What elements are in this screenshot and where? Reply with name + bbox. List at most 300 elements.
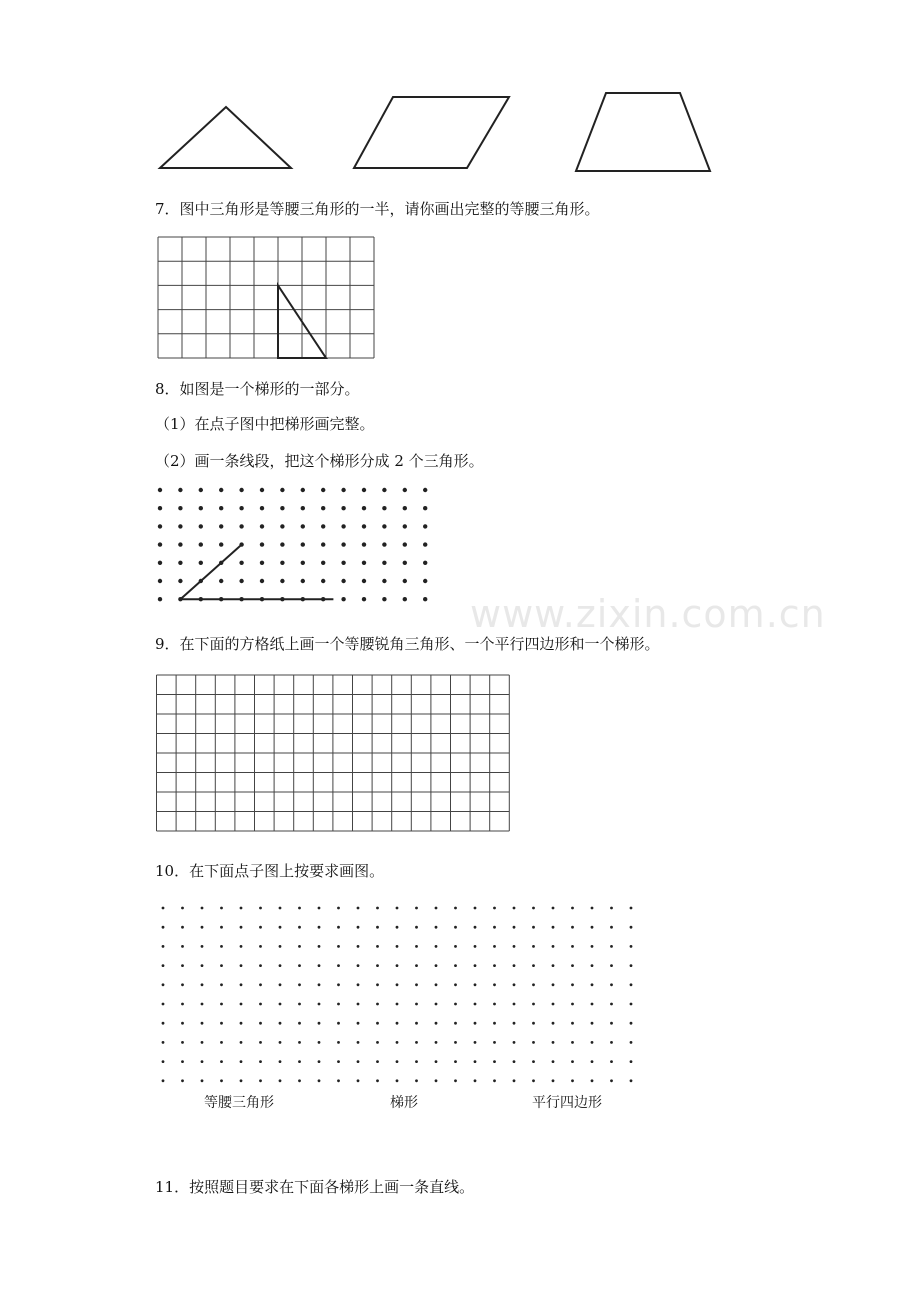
grid-dot bbox=[259, 1079, 262, 1082]
grid-dot bbox=[158, 542, 162, 546]
grid-dot bbox=[162, 983, 165, 986]
grid-dot bbox=[552, 983, 555, 986]
grid-dot bbox=[415, 945, 418, 948]
grid-dot bbox=[435, 1079, 438, 1082]
grid-dot bbox=[318, 1060, 321, 1063]
grid-dot bbox=[571, 1079, 574, 1082]
grid-dot bbox=[610, 1003, 613, 1006]
grid-dot bbox=[571, 1060, 574, 1063]
grid-dot bbox=[260, 561, 264, 565]
grid-dot bbox=[396, 945, 399, 948]
grid-dot bbox=[220, 1022, 223, 1025]
grid-dot bbox=[181, 964, 184, 967]
grid-dot bbox=[219, 488, 223, 492]
grid-dot bbox=[493, 945, 496, 948]
grid-dot bbox=[423, 542, 427, 546]
grid-dot bbox=[219, 542, 223, 546]
grid-dot bbox=[240, 1060, 243, 1063]
grid-dot bbox=[423, 561, 427, 565]
grid-dot bbox=[396, 964, 399, 967]
grid-dot bbox=[240, 907, 243, 910]
grid-dot bbox=[201, 1079, 204, 1082]
grid-dot bbox=[318, 983, 321, 986]
grid-dot bbox=[552, 945, 555, 948]
grid-dot bbox=[259, 983, 262, 986]
grid-dot bbox=[199, 488, 203, 492]
grid-dot bbox=[357, 926, 360, 929]
grid-dot bbox=[178, 561, 182, 565]
grid-dot bbox=[591, 1003, 594, 1006]
grid-dot bbox=[158, 579, 162, 583]
grid-dot bbox=[298, 1041, 301, 1044]
grid-dot bbox=[435, 964, 438, 967]
grid-dot bbox=[571, 907, 574, 910]
grid-dot bbox=[240, 926, 243, 929]
grid-dot bbox=[610, 964, 613, 967]
grid-dot bbox=[301, 579, 305, 583]
grid-dot bbox=[181, 1022, 184, 1025]
grid-dot bbox=[201, 983, 204, 986]
grid-dot bbox=[240, 1041, 243, 1044]
grid-dot bbox=[318, 926, 321, 929]
trapezoid-slanted-side bbox=[180, 545, 241, 600]
grid-dot bbox=[280, 542, 284, 546]
grid-dot bbox=[318, 1022, 321, 1025]
grid-dot bbox=[298, 964, 301, 967]
grid-dot bbox=[591, 945, 594, 948]
grid-dot bbox=[532, 1003, 535, 1006]
grid-dot bbox=[181, 1060, 184, 1063]
watermark: www.zixin.com.cn bbox=[470, 592, 826, 636]
grid-dot bbox=[260, 524, 264, 528]
question-9-grid bbox=[155, 673, 515, 835]
grid-dot bbox=[239, 561, 243, 565]
grid-dot bbox=[376, 964, 379, 967]
grid-dot bbox=[201, 1022, 204, 1025]
grid-dot bbox=[493, 964, 496, 967]
grid-dot bbox=[571, 1022, 574, 1025]
grid-dot bbox=[552, 1022, 555, 1025]
grid-dot bbox=[493, 1022, 496, 1025]
grid-dot bbox=[552, 1041, 555, 1044]
grid-dot bbox=[403, 579, 407, 583]
grid-dot bbox=[376, 926, 379, 929]
grid-dot bbox=[219, 524, 223, 528]
grid-dot bbox=[493, 1079, 496, 1082]
grid-dot bbox=[260, 506, 264, 510]
grid-dot bbox=[591, 964, 594, 967]
grid-dot bbox=[181, 983, 184, 986]
grid-dot bbox=[162, 1060, 165, 1063]
grid-dot bbox=[298, 983, 301, 986]
grid-dot bbox=[362, 597, 366, 601]
grid-dot bbox=[474, 1041, 477, 1044]
grid-dot bbox=[259, 1022, 262, 1025]
grid-dot bbox=[513, 964, 516, 967]
grid-dot bbox=[240, 1079, 243, 1082]
label-trapezoid: 梯形 bbox=[390, 1095, 418, 1111]
grid-dot bbox=[415, 907, 418, 910]
grid-dot bbox=[454, 1003, 457, 1006]
grid-dot bbox=[532, 1079, 535, 1082]
grid-dot bbox=[415, 1003, 418, 1006]
grid-dot bbox=[454, 1079, 457, 1082]
grid-dot bbox=[630, 945, 633, 948]
grid-dot bbox=[259, 1041, 262, 1044]
grid-dot bbox=[552, 926, 555, 929]
grid-dot bbox=[591, 983, 594, 986]
grid-dot bbox=[630, 983, 633, 986]
grid-dot bbox=[337, 964, 340, 967]
grid-dot bbox=[435, 926, 438, 929]
grid-dot bbox=[337, 1022, 340, 1025]
grid-dot bbox=[493, 907, 496, 910]
grid-dot bbox=[382, 524, 386, 528]
grid-dot bbox=[178, 542, 182, 546]
grid-dot bbox=[591, 907, 594, 910]
grid-dot bbox=[162, 1041, 165, 1044]
grid-dot bbox=[259, 926, 262, 929]
grid-dot bbox=[493, 926, 496, 929]
grid-dot bbox=[403, 488, 407, 492]
grid-dot bbox=[376, 1041, 379, 1044]
grid-dot bbox=[362, 488, 366, 492]
grid-dot bbox=[158, 506, 162, 510]
grid-dot bbox=[382, 542, 386, 546]
grid-dot bbox=[301, 542, 305, 546]
grid-dot bbox=[279, 926, 282, 929]
grid-dot bbox=[318, 907, 321, 910]
question-8-sub1: （1）在点子图中把梯形画完整。 bbox=[155, 415, 375, 433]
grid-dot bbox=[357, 983, 360, 986]
question-8-dot-grid bbox=[150, 482, 450, 622]
grid-dot bbox=[220, 1041, 223, 1044]
grid-dot bbox=[474, 1060, 477, 1063]
grid-dot bbox=[279, 964, 282, 967]
grid-dot bbox=[162, 907, 165, 910]
grid-dot bbox=[301, 561, 305, 565]
grid-dot bbox=[280, 506, 284, 510]
grid-dot bbox=[337, 1079, 340, 1082]
grid-dot bbox=[280, 524, 284, 528]
grid-dot bbox=[532, 1022, 535, 1025]
grid-dot bbox=[279, 1003, 282, 1006]
grid-dot bbox=[630, 1003, 633, 1006]
grid-dot bbox=[341, 506, 345, 510]
grid-dot bbox=[321, 488, 325, 492]
grid-dot bbox=[220, 945, 223, 948]
grid-dot bbox=[376, 907, 379, 910]
grid-dot bbox=[298, 1003, 301, 1006]
grid-dot bbox=[423, 597, 427, 601]
grid-dot bbox=[474, 964, 477, 967]
grid-dot bbox=[279, 983, 282, 986]
grid-dot bbox=[240, 983, 243, 986]
grid-dot bbox=[610, 926, 613, 929]
grid-dot bbox=[337, 1060, 340, 1063]
grid-dot bbox=[532, 926, 535, 929]
grid-dot bbox=[376, 1022, 379, 1025]
question-8-text: 8．如图是一个梯形的一部分。 bbox=[155, 380, 360, 398]
grid-dot bbox=[341, 579, 345, 583]
grid-dot bbox=[630, 1041, 633, 1044]
grid-dot bbox=[610, 1041, 613, 1044]
grid-dot bbox=[301, 488, 305, 492]
grid-dot bbox=[181, 1079, 184, 1082]
grid-dot bbox=[454, 1041, 457, 1044]
grid-dot bbox=[415, 1041, 418, 1044]
grid-dot bbox=[513, 945, 516, 948]
grid-dot bbox=[423, 579, 427, 583]
grid-dot bbox=[178, 579, 182, 583]
grid-dot bbox=[513, 1003, 516, 1006]
grid-dot bbox=[341, 597, 345, 601]
question-8-sub2: （2）画一条线段，把这个梯形分成 2 个三角形。 bbox=[155, 452, 484, 470]
grid-dot bbox=[396, 907, 399, 910]
grid-dot bbox=[630, 1079, 633, 1082]
grid-dot bbox=[280, 579, 284, 583]
grid-dot bbox=[376, 1079, 379, 1082]
grid-dot bbox=[162, 926, 165, 929]
grid-dot bbox=[396, 1060, 399, 1063]
grid-dot bbox=[260, 579, 264, 583]
trapezoid-shape bbox=[576, 93, 710, 171]
grid-dot bbox=[454, 964, 457, 967]
label-parallelogram: 平行四边形 bbox=[532, 1095, 602, 1111]
grid-dot bbox=[199, 524, 203, 528]
grid-dot bbox=[571, 983, 574, 986]
grid-dot bbox=[341, 561, 345, 565]
grid-dot bbox=[337, 983, 340, 986]
grid-dot bbox=[357, 1079, 360, 1082]
grid-dot bbox=[415, 964, 418, 967]
grid-dot bbox=[591, 1079, 594, 1082]
grid-dot bbox=[201, 1003, 204, 1006]
grid-dot bbox=[571, 945, 574, 948]
grid-dot bbox=[260, 488, 264, 492]
parallelogram-shape bbox=[354, 97, 509, 168]
grid-dot bbox=[362, 542, 366, 546]
grid-dot bbox=[382, 597, 386, 601]
grid-dot bbox=[321, 542, 325, 546]
grid-dot bbox=[362, 561, 366, 565]
label-isosceles-triangle: 等腰三角形 bbox=[204, 1095, 274, 1111]
grid-dot bbox=[396, 1041, 399, 1044]
grid-dot bbox=[396, 983, 399, 986]
grid-dot bbox=[259, 907, 262, 910]
grid-dot bbox=[318, 1041, 321, 1044]
grid-dot bbox=[415, 926, 418, 929]
grid-dot bbox=[513, 1022, 516, 1025]
grid-dot bbox=[239, 506, 243, 510]
grid-dot bbox=[396, 926, 399, 929]
grid-dot bbox=[474, 907, 477, 910]
grid-dot bbox=[454, 1022, 457, 1025]
grid-dot bbox=[382, 561, 386, 565]
grid-dot bbox=[201, 945, 204, 948]
grid-dot bbox=[162, 964, 165, 967]
grid-dot bbox=[162, 945, 165, 948]
grid-dot bbox=[337, 926, 340, 929]
grid-dot bbox=[259, 1003, 262, 1006]
grid-dot bbox=[454, 926, 457, 929]
shape-row-figure bbox=[0, 0, 920, 190]
grid-dot bbox=[396, 1022, 399, 1025]
grid-dot bbox=[532, 983, 535, 986]
grid-dot bbox=[279, 907, 282, 910]
grid-dot bbox=[259, 1060, 262, 1063]
grid-dot bbox=[337, 945, 340, 948]
grid-dot bbox=[279, 1041, 282, 1044]
grid-dot bbox=[532, 1060, 535, 1063]
grid-dot bbox=[321, 561, 325, 565]
grid-dot bbox=[454, 1060, 457, 1063]
grid-dot bbox=[474, 1079, 477, 1082]
grid-dot bbox=[158, 488, 162, 492]
grid-dot bbox=[552, 1003, 555, 1006]
grid-dot bbox=[239, 524, 243, 528]
grid-dot bbox=[240, 1022, 243, 1025]
grid-dot bbox=[181, 926, 184, 929]
grid-dot bbox=[493, 1041, 496, 1044]
grid-dot bbox=[396, 1079, 399, 1082]
grid-dot bbox=[513, 1079, 516, 1082]
grid-dot bbox=[298, 945, 301, 948]
grid-dot bbox=[435, 945, 438, 948]
grid-dot bbox=[435, 1041, 438, 1044]
grid-dot bbox=[178, 524, 182, 528]
grid-dot bbox=[259, 964, 262, 967]
grid-dot bbox=[454, 983, 457, 986]
grid-dot bbox=[239, 488, 243, 492]
grid-dot bbox=[571, 926, 574, 929]
grid-dot bbox=[552, 1079, 555, 1082]
grid-dot bbox=[376, 1003, 379, 1006]
grid-dot bbox=[357, 1022, 360, 1025]
grid-dot bbox=[298, 1079, 301, 1082]
grid-dot bbox=[435, 907, 438, 910]
grid-dot bbox=[220, 907, 223, 910]
grid-dot bbox=[181, 1003, 184, 1006]
grid-dot bbox=[219, 579, 223, 583]
grid-dot bbox=[610, 945, 613, 948]
grid-dot bbox=[240, 1003, 243, 1006]
grid-dot bbox=[220, 1079, 223, 1082]
grid-dot bbox=[610, 1022, 613, 1025]
question-11-text: 11．按照题目要求在下面各梯形上画一条直线。 bbox=[155, 1178, 475, 1196]
grid-dot bbox=[201, 907, 204, 910]
grid-dot bbox=[357, 1041, 360, 1044]
triangle-shape bbox=[160, 107, 291, 168]
grid-dot bbox=[403, 524, 407, 528]
grid-dot bbox=[201, 964, 204, 967]
grid-dot bbox=[357, 945, 360, 948]
grid-dot bbox=[341, 488, 345, 492]
question-10-text: 10．在下面点子图上按要求画图。 bbox=[155, 862, 385, 880]
grid-dot bbox=[532, 907, 535, 910]
grid-dot bbox=[591, 1022, 594, 1025]
grid-dot bbox=[591, 926, 594, 929]
grid-dot bbox=[376, 945, 379, 948]
grid-dot bbox=[474, 983, 477, 986]
grid-dot bbox=[376, 1060, 379, 1063]
grid-dot bbox=[321, 579, 325, 583]
grid-dot bbox=[532, 1041, 535, 1044]
grid-dot bbox=[318, 1003, 321, 1006]
grid-dot bbox=[423, 506, 427, 510]
grid-dot bbox=[610, 983, 613, 986]
grid-dot bbox=[220, 1003, 223, 1006]
grid-dot bbox=[435, 983, 438, 986]
grid-dot bbox=[279, 1022, 282, 1025]
grid-dot bbox=[630, 1060, 633, 1063]
grid-dot bbox=[162, 1003, 165, 1006]
grid-dot bbox=[362, 506, 366, 510]
grid-dot bbox=[298, 1022, 301, 1025]
grid-dot bbox=[301, 506, 305, 510]
grid-dot bbox=[532, 964, 535, 967]
grid-dot bbox=[178, 488, 182, 492]
grid-dot bbox=[318, 945, 321, 948]
grid-dot bbox=[341, 542, 345, 546]
grid-dot bbox=[162, 1022, 165, 1025]
grid-dot bbox=[382, 488, 386, 492]
grid-dot bbox=[571, 964, 574, 967]
grid-dot bbox=[321, 524, 325, 528]
grid-dot bbox=[513, 907, 516, 910]
grid-dot bbox=[341, 524, 345, 528]
grid-dot bbox=[260, 542, 264, 546]
question-7-text: 7．图中三角形是等腰三角形的一半，请你画出完整的等腰三角形。 bbox=[155, 200, 600, 218]
grid-dot bbox=[591, 1041, 594, 1044]
grid-dot bbox=[571, 1003, 574, 1006]
grid-dot bbox=[403, 561, 407, 565]
grid-dot bbox=[513, 1041, 516, 1044]
grid-dot bbox=[454, 907, 457, 910]
grid-dot bbox=[181, 945, 184, 948]
grid-dot bbox=[357, 1003, 360, 1006]
grid-dot bbox=[382, 579, 386, 583]
grid-dot bbox=[318, 1079, 321, 1082]
grid-dot bbox=[630, 964, 633, 967]
grid-dot bbox=[337, 907, 340, 910]
grid-dot bbox=[279, 1079, 282, 1082]
grid-dot bbox=[532, 945, 535, 948]
grid-dot bbox=[357, 907, 360, 910]
grid-dot bbox=[493, 983, 496, 986]
grid-dot bbox=[415, 983, 418, 986]
question-10-dot-grid bbox=[155, 900, 655, 1085]
grid-dot bbox=[493, 1003, 496, 1006]
grid-dot bbox=[220, 964, 223, 967]
grid-dot bbox=[474, 1003, 477, 1006]
grid-dot bbox=[201, 1041, 204, 1044]
grid-dot bbox=[630, 1022, 633, 1025]
grid-dot bbox=[357, 1060, 360, 1063]
grid-dot bbox=[240, 964, 243, 967]
grid-dot bbox=[403, 506, 407, 510]
grid-dot bbox=[435, 1060, 438, 1063]
grid-dot bbox=[454, 945, 457, 948]
grid-dot bbox=[220, 1060, 223, 1063]
grid-dot bbox=[181, 907, 184, 910]
grid-dot bbox=[474, 926, 477, 929]
grid-dot bbox=[435, 1003, 438, 1006]
grid-dot bbox=[199, 506, 203, 510]
grid-dot bbox=[240, 945, 243, 948]
grid-dot bbox=[513, 983, 516, 986]
grid-dot bbox=[552, 1060, 555, 1063]
